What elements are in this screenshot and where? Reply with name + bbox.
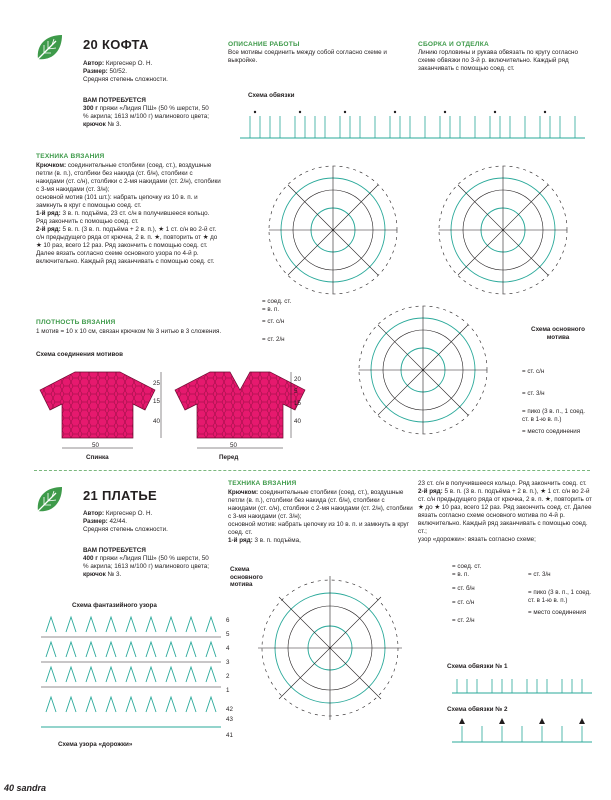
dim-15: 15 [153,398,160,405]
author-value: Киргеснер О. Н. [105,60,153,67]
yarn-amount: 400 г [83,555,98,562]
dim-25: 25 [153,380,160,387]
size-value: 42/44. [109,518,128,525]
motif-text: основной мотив (101 шт.): набрать цепочку из 10 в. п. и замкнуть в круг с помощью соед. ст. [36,194,198,209]
assembly-title: СБОРКА И ОТДЕЛКА [418,41,489,48]
front-label: Перед [219,454,239,461]
row1-text: 3 в. п. подъёма, [254,537,301,544]
materials-title: ВАМ ПОТРЕБУЕТСЯ [83,547,146,554]
legend-item-sl-st: = соед. ст. [262,298,292,305]
work-text: Все мотивы соединить между собой согласно схеме и выкройке. [228,49,387,64]
motif-text: основной мотив: набрать цепочку из 10 в. п. и замкнуть в круг соед. ст. [228,521,410,536]
row1-label: 1-й ряд: [36,210,61,217]
row-number: 2 [226,673,230,680]
legend-item-dc: = ст. с/н [452,599,475,606]
continued-text: 23 ст. с/н в получившееся кольцо. Ряд закончить соед. ст. [418,480,587,487]
project-20-title: 20 КОФТА [83,37,149,52]
main-motif-label-20: Схема основного мотива [531,326,585,341]
materials-title: ВАМ ПОТРЕБУЕТСЯ [83,97,146,104]
assembly-text: Линию горловины и рукава обвязать по кругу согласно схеме обвязки по 3-й р. включительно. Каждый ряд заканчивать с помощью соед. ст. [418,49,579,72]
technique-text: соединительные столбики (соед. ст.), воздушные петли (в. п.), столбики без накида (ст. б/н), столбики с накидами (ст. с/н), столбики с 2-мя накидами (ст. 2/н), столбики с 3-мя накидами (ст. 3/н); [36,162,221,193]
legend-item-tr: = ст. 2/н [452,617,475,624]
size-label: Размер: [83,518,108,525]
row-number: 41 [226,732,233,739]
join-scheme-title: Схема соединения мотивов [36,351,123,358]
dress-motif-chart [240,560,420,740]
dim-5: 5 [294,388,298,395]
technique-title: ТЕХНИКА ВЯЗАНИЯ [228,480,297,487]
technique-hook: Крючком: [36,162,67,169]
legend-item-ch: = в. п. [452,571,470,578]
legend-item-join: = место соединения [522,428,581,435]
yarn-description: пряжи «Лидия ПШ» (50 % шерсти, 50 % акрила; 1613 м/100 г) малинового цвета; [83,105,209,120]
back-piece [40,372,155,438]
edge-scheme-title: Схема обвязки [248,92,295,99]
path-scheme-title: Схема узора «дорожки» [58,741,133,748]
row-number: 1 [226,687,230,694]
fancy-scheme-title: Схема фантазийного узора [72,602,157,609]
legend-item-dtr: = ст. 3/н [528,571,551,578]
legend-item-dtr: = ст. 3/н [522,390,545,397]
edge1-chart [452,675,592,697]
hook-label: крючок [83,571,106,578]
legend-item-sl-st: = соед. ст. [452,563,482,570]
dim-40: 40 [153,418,160,425]
technique-text: соединительные столбики (соед. ст.), воздушные петли (в. п.), столбики без накида (ст. б/н), столбики с накидами (ст. с/н), столбики с 2-мя накидами (ст. 2/н), столбики с 3-мя накидами (ст. 3/н); [228,489,413,520]
yarn-amount: 300 г [83,105,98,112]
difficulty: Средняя степень сложности. [83,76,168,83]
dim-50a: 50 [92,442,99,449]
row-number: 6 [226,617,230,624]
project-21-title: 21 ПЛАТЬЕ [83,488,157,503]
size-label: Размер: [83,68,108,75]
fancy-pattern-chart [36,612,226,737]
hook-label: крючок [83,121,106,128]
technique-title: ТЕХНИКА ВЯЗАНИЯ [36,153,105,160]
size-value: 50/52. [109,68,128,75]
section-divider [34,470,590,471]
main-motif-label-21: Схема основного мотива [230,566,263,588]
hook-size: № 3. [107,121,122,128]
page-footer: 40 sandra [4,783,47,793]
further-text: Далее вязать согласно схеме основного узора по 4-й р. включительно. Каждый ряд заканчивать с помощью соед. ст. [36,250,215,265]
yarn-description: пряжи «Лидия ПШ» (50 % шерсти, 50 % акрила; 1613 м/100 г) малинового цвета; [83,555,209,570]
row2-text: 5 в. п. (3 в. п. подъёма + 2 в. п.), ★ 1 ст. с/н во 2-й ст. с/н предыдущего ряда от крючка, 2 в. п. ★, повторить от ★ до ★ 10 раз, всего 12 раз. Ряд закончить соед. ст. Далее вязать согласно схеме основного мотива по 4-й р. включительно. Каждый ряд заканчивать с помощью соед. ст.; [418,488,592,535]
back-label: Спинка [86,454,109,461]
row-number: 5 [226,631,230,638]
row-number: 4 [226,645,230,652]
work-title: ОПИСАНИЕ РАБОТЫ [228,41,300,48]
author-label: Автор: [83,60,105,67]
edge1-title: Схема обвязки № 1 [447,663,508,670]
dim-50b: 50 [230,442,237,449]
edge-scheme-diagram [240,104,585,144]
dim-40b: 40 [294,418,301,425]
author-label: Автор: [83,510,105,517]
technique-hook: Крючком: [228,489,259,496]
author-value: Киргеснер О. Н. [105,510,153,517]
row1-text: 3 в. п. подъёма, 23 ст. с/н в получившееся кольцо. Ряд закончить с помощью соед. ст. [36,210,210,225]
legend-item-ch: = в. п. [262,306,280,313]
legend-item-dc2: = ст. с/н [522,368,545,375]
dim-15b: 15 [294,400,301,407]
row-number: 42 [226,706,233,713]
legend-item-picot: = пико (3 в. п., 1 соед. ст. в 1-ю в. п.) [528,589,591,604]
row2-label: 2-й ряд: [418,488,443,495]
path-pattern-text: узор «дорожки»: вязать согласно схеме; [418,536,536,543]
row2-label: 2-й ряд: [36,226,61,233]
legend-item-join: = место соединения [528,609,587,616]
row-number: 43 [226,716,233,723]
legend-item-tr: = ст. 2/н [262,336,285,343]
edge2-chart [452,716,592,746]
row1-label: 1-й ряд: [228,537,253,544]
row-number: 3 [226,659,230,666]
difficulty: Средняя степень сложности. [83,526,168,533]
hook-size: № 3. [107,571,122,578]
legend-item-sc: = ст. б/н [452,585,475,592]
gauge-text: 1 мотив = 10 х 10 см, связан крючком № 3 нитью в 3 сложения. [36,328,222,335]
gauge-title: ПЛОТНОСТЬ ВЯЗАНИЯ [36,319,116,326]
leaf-icon [34,33,64,63]
dim-20: 20 [294,376,301,383]
row2-text: 5 в. п. (3 в. п. подъёма + 2 в. п.), ★ 1 ст. с/н во 2-й ст. с/н предыдущего ряда от крючка, 2 в. п. ★, повторить от ★ до ★ 10 раз, всего 12 раз. Ряд закончить с помощью соед. ст. [36,226,218,249]
legend-item-picot: = пико (3 в. п., 1 соед. ст. в 1-ю в. п.) [522,408,585,423]
legend-item-dc: = ст. с/н [262,318,285,325]
leaf-icon [34,485,64,515]
edge2-title: Схема обвязки № 2 [447,706,508,713]
